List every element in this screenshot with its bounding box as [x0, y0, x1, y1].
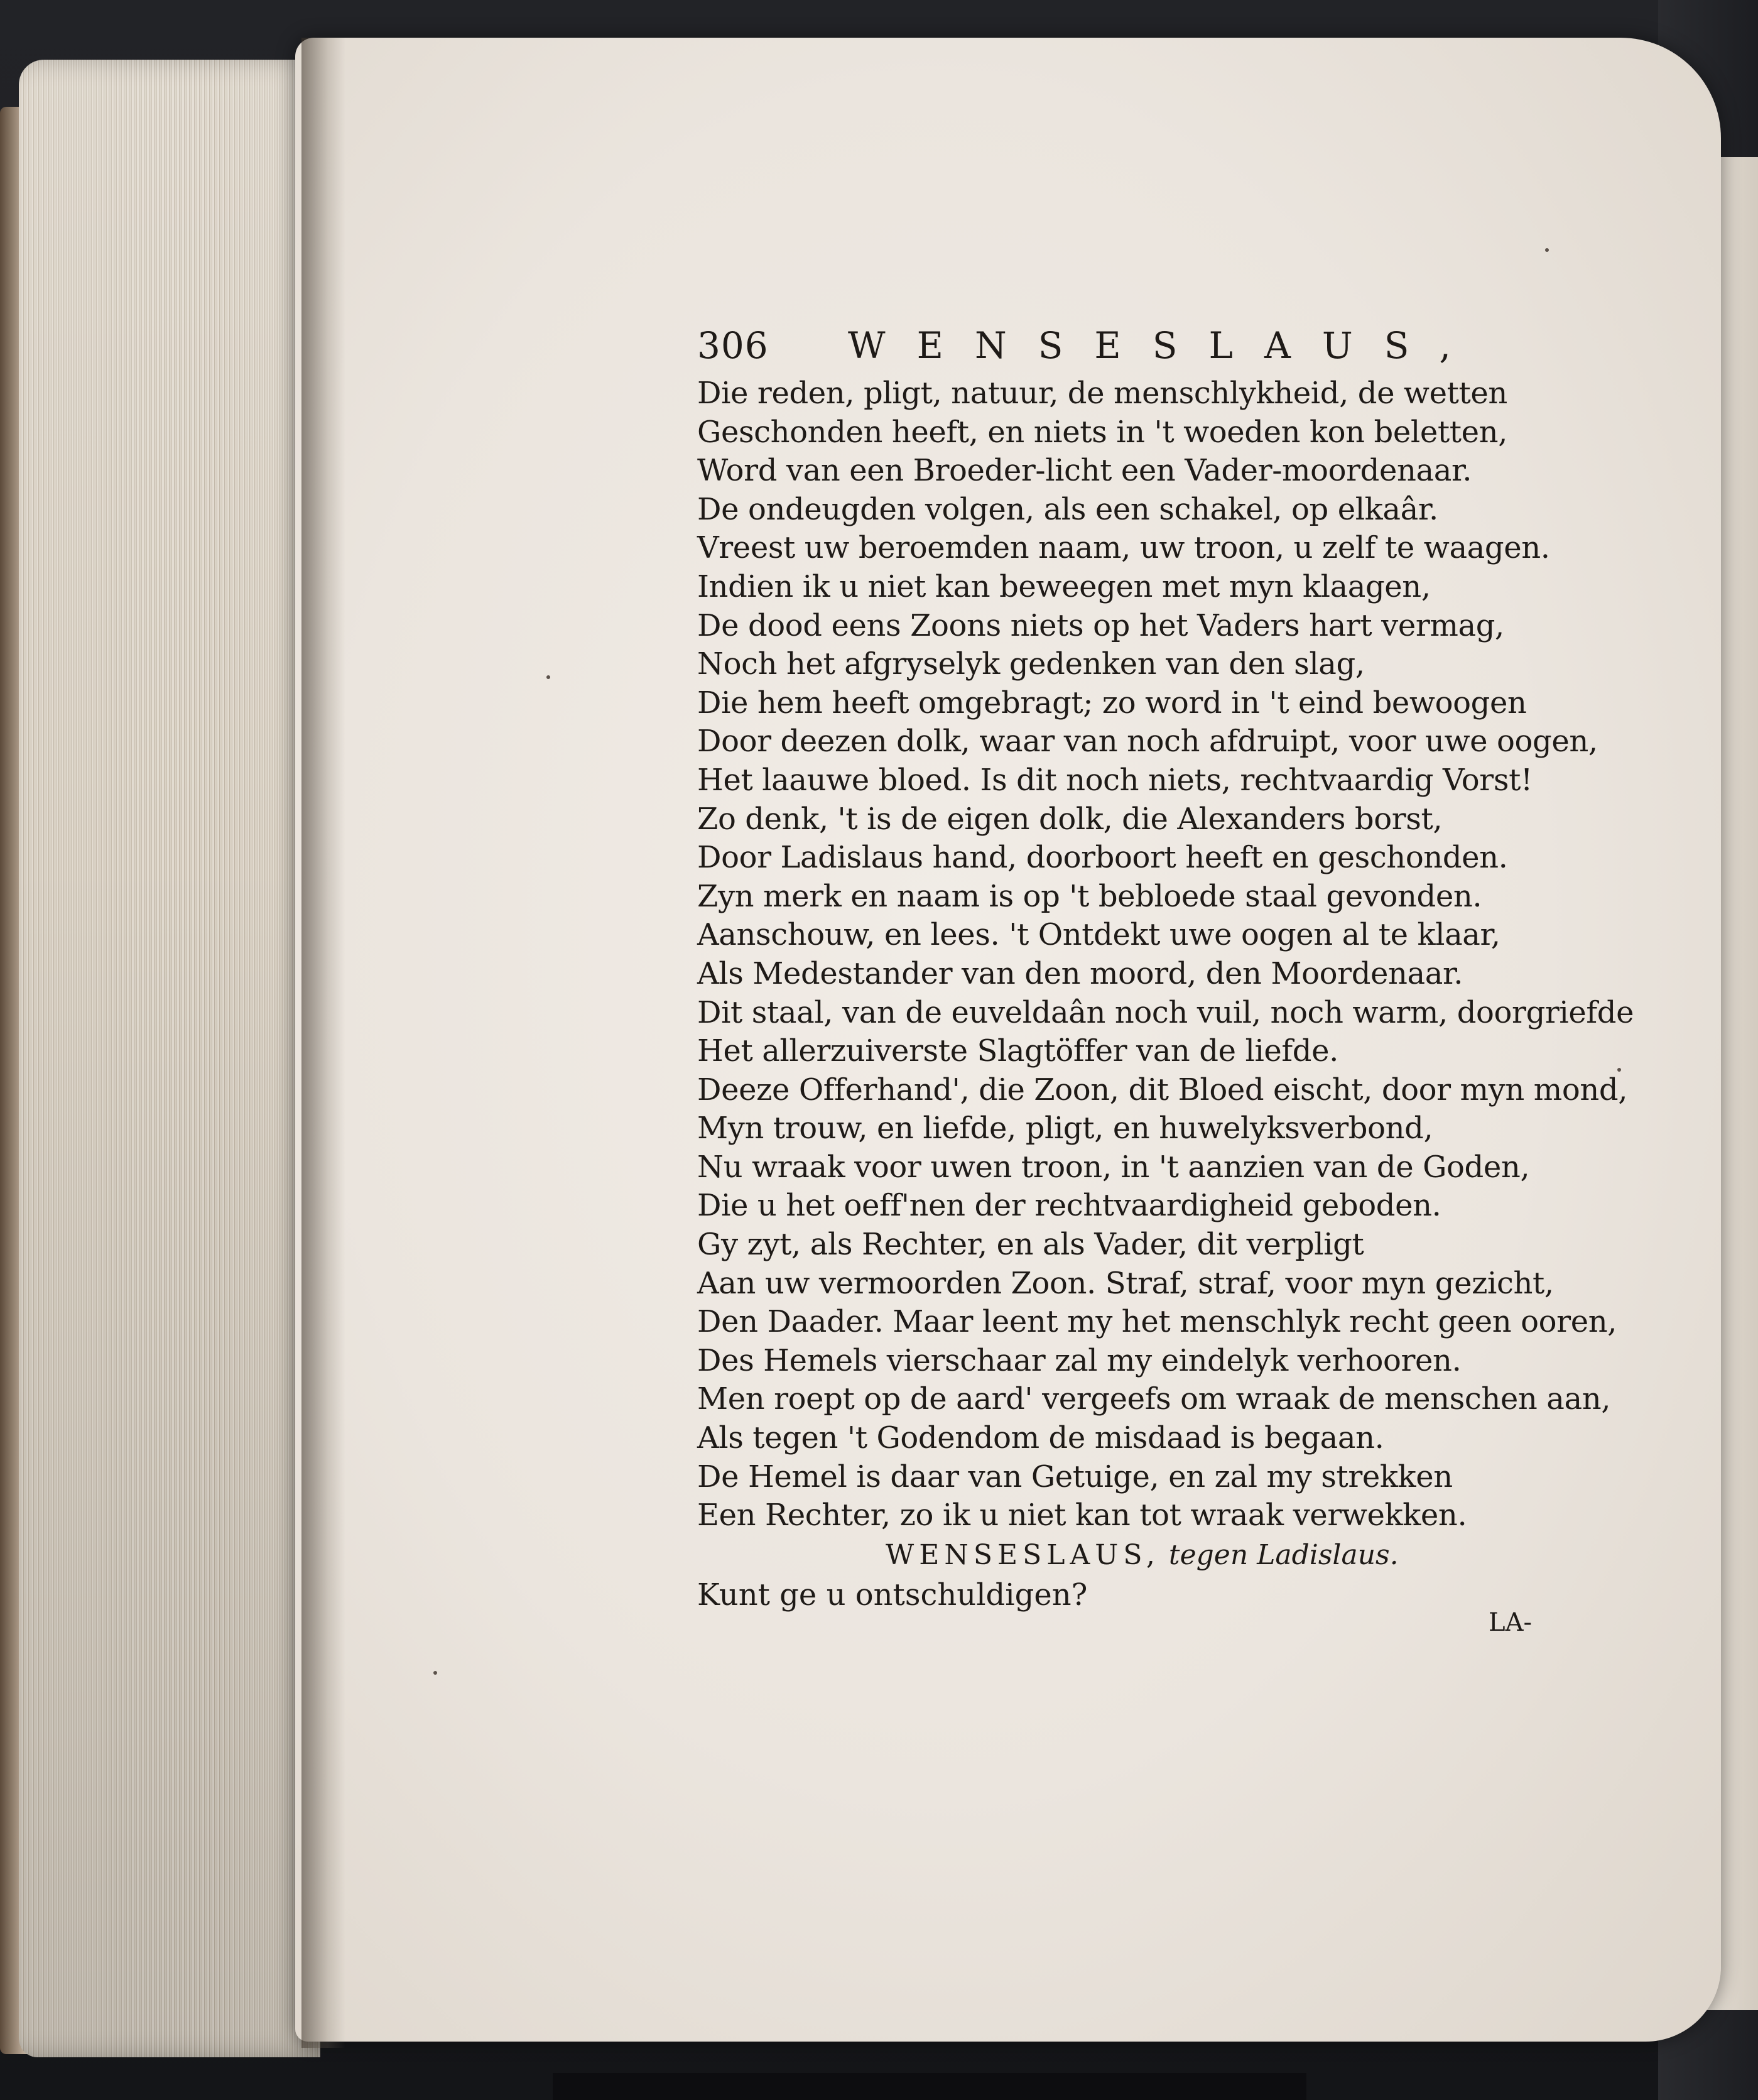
verse-line: Dit staal, van de euveldaân noch vuil, noch warm, doorgriefde [697, 994, 1634, 1030]
bottom-shadow [553, 2073, 1306, 2100]
verse-line: Die u het oeff'nen der rechtvaardigheid geboden. [697, 1188, 1441, 1224]
verse-line: Het allerzuiverste Slagtöffer van de liefde. [697, 1033, 1338, 1069]
verse-line: Noch het afgryselyk gedenken van den slag, [697, 646, 1365, 682]
stage-direction: tegen Ladislaus. [1168, 1538, 1399, 1571]
paper-speck [546, 675, 550, 679]
catchword: LA- [1489, 1608, 1532, 1637]
verse-line: Gy zyt, als Rechter, en als Vader, dit verpligt [697, 1227, 1364, 1263]
verse-line: Die hem heeft omgebragt; zo word in 't eind bewoogen [697, 685, 1527, 721]
paper-speck [1545, 248, 1549, 252]
verse-line: Den Daader. Maar leent my het menschlyk recht geen ooren, [697, 1304, 1617, 1340]
verse-line: Indien ik u niet kan beweegen met myn klaagen, [697, 569, 1431, 604]
verse-line: Deeze Offerhand', die Zoon, dit Bloed eischt, door myn mond, [697, 1072, 1628, 1107]
verse-line: Die reden, pligt, natuur, de menschlykheid, de wetten [697, 376, 1507, 411]
verse-line: Nu wraak voor uwen troon, in 't aanzien van de Goden, [697, 1149, 1530, 1185]
speaker-heading [886, 1535, 1589, 1575]
verse-line: Vreest uw beroemden naam, uw troon, u zelf te waagen. [697, 530, 1550, 566]
verse-line: Geschonden heeft, en niets in 't woeden kon beletten, [697, 414, 1507, 450]
paper-speck [1617, 1068, 1621, 1072]
verse-lines [697, 374, 1634, 1535]
verse-line: Myn trouw, en liefde, pligt, en huwelyksverbond, [697, 1111, 1433, 1146]
verse-line: Zo denk, 't is de eigen dolk, die Alexanders borst, [697, 801, 1443, 837]
page-header [697, 320, 1589, 371]
verse-line: Door deezen dolk, waar van noch afdruipt, voor uwe oogen, [697, 724, 1598, 759]
verse-line: Aan uw vermoorden Zoon. Straf, straf, voor myn gezicht, [697, 1265, 1554, 1301]
verse-line: Men roept op de aard' vergeefs om wraak de menschen aan, [697, 1381, 1611, 1417]
verse-line: Als Medestander van den moord, den Moordenaar. [697, 955, 1463, 991]
speaker-name: WENSESLAUS, [886, 1538, 1160, 1571]
verse-line: Een Rechter, zo ik u niet kan tot wraak verwekken. [697, 1498, 1467, 1533]
verse-line: De ondeugden volgen, als een schakel, op elkaâr. [697, 491, 1438, 527]
verse-line: Aanschouw, en lees. 't Ontdekt uwe oogen al te klaar, [697, 917, 1500, 953]
page-number: 306 [697, 324, 769, 367]
verse-line: Door Ladislaus hand, doorboort heeft en geschonden. [697, 840, 1508, 876]
verse-line: Zyn merk en naam is op 't bebloede staal gevonden. [697, 878, 1482, 914]
stacked-page-edges [19, 60, 320, 2057]
page-text [697, 320, 1634, 1614]
verse-line: De Hemel is daar van Getuige, en zal my strekken [697, 1459, 1453, 1494]
verse-line: Des Hemels vierschaar zal my eindelyk verhooren. [697, 1342, 1462, 1378]
running-title: WENSESLAUS, [848, 324, 1482, 367]
verse-line: Word van een Broeder-licht een Vader-moordenaar. [697, 453, 1472, 489]
verse-line: Als tegen 't Godendom de misdaad is begaan. [697, 1420, 1384, 1456]
verse-line: Het laauwe bloed. Is dit noch niets, rechtvaardig Vorst! [697, 762, 1533, 798]
verse-line: De dood eens Zoons niets op het Vaders hart vermag, [697, 607, 1504, 643]
gutter-shadow [301, 38, 345, 2048]
final-line: Kunt ge u ontschuldigen? [697, 1577, 1088, 1613]
paper-speck [433, 1671, 437, 1675]
